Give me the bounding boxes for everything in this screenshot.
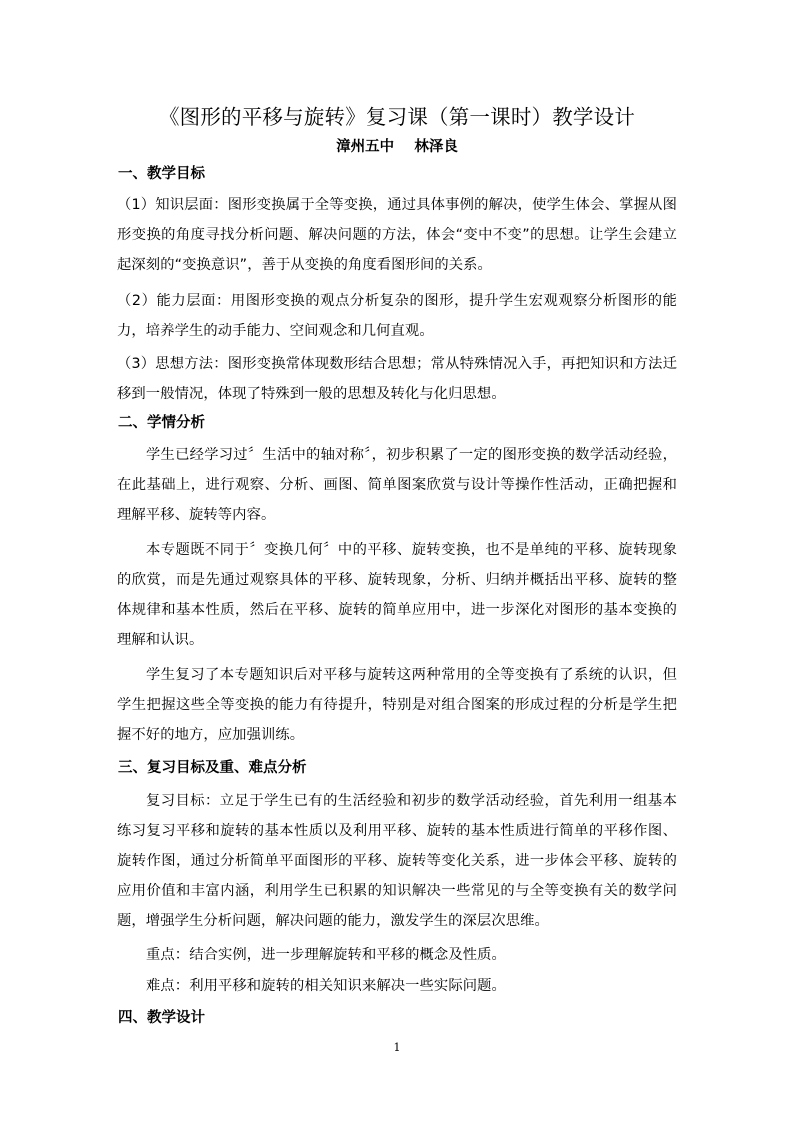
paragraph-thinking-method: （3）思想方法：图形变换常体现数形结合思想；常从特殊情况入手，再把知识和方法迁移到一般情况，体现了特殊到一般的思想及转化与化归思想。 [117,356,677,402]
page-number: 1 [393,1041,401,1054]
paragraph-difficult-point: 难点：利用平移和旋转的相关知识来解决一些实际问题。 [146,978,506,994]
paragraph-student-weakness: 学生复习了本专题知识后对平移与旋转这两种常用的全等变换有了系统的认识，但学生把握这些全等变换的能力有待提升，特别是对组合图案的形成过程的分析是学生把握不好的地方，应加强训练。 [117,667,677,743]
paragraph-topic-scope: 本专题既不同于〞变换几何〞中的平移、旋转变换，也不是单纯的平移、旋转现象的欣赏，而是先通过观察具体的平移、旋转现象，分析、归纳并概括出平移、旋转的整体规律和基本性质，然后在平移、旋转的简单应用中，进一步深化对图形的基本变换的理解和认识。 [117,542,677,648]
section-heading-teaching-goals: 一、教学目标 [118,166,205,182]
paragraph-key-point: 重点：结合实例，进一步理解旋转和平移的概念及性质。 [146,947,506,963]
paragraph-ability-level: （2）能力层面：用图形变换的观点分析复杂的图形，提升学生宏观观察分析图形的能力，培养学生的动手能力、空间观念和几何直观。 [117,293,677,339]
paragraph-knowledge-level: （1）知识层面：图形变换属于全等变换，通过具体事例的解决，使学生体会、掌握从图形变换的角度寻找分析问题、解决问题的方法，体会“变中不变”的思想。让学生会建立起深刻的“变换意识”，善于从变换的角度看图形间的关系。 [117,197,677,273]
paragraph-student-background: 学生已经学习过〞生活中的轴对称〞，初步积累了一定的图形变换的数学活动经验，在此基础上，进行观察、分析、画图、简单图案欣赏与设计等操作性活动，正确把握和理解平移、旋转等内容。 [117,447,677,523]
author-line: 漳州五中 林泽良 [336,139,458,155]
paragraph-review-goals: 复习目标：立足于学生已有的生活经验和初步的数学活动经验，首先利用一组基本练习复习平移和旋转的基本性质以及利用平移、旋转的基本性质进行简单的平移作图、旋转作图，通过分析简单平面图形的平移、旋转等变化关系，进一步体会平移、旋转的应用价值和丰富内涵，利用学生已积累的知识解决一些常见的与全等变换有关的数学问题，增强学生分析问题，解决问题的能力，激发学生的深层次思维。 [117,793,677,929]
section-heading-student-analysis: 二、学情分析 [118,415,205,431]
document-title: 《图形的平移与旋转》复习课（第一课时）教学设计 [158,105,636,129]
section-heading-teaching-design: 四、教学设计 [118,1010,205,1026]
section-heading-review-goals: 三、复习目标及重、难点分析 [118,760,307,776]
